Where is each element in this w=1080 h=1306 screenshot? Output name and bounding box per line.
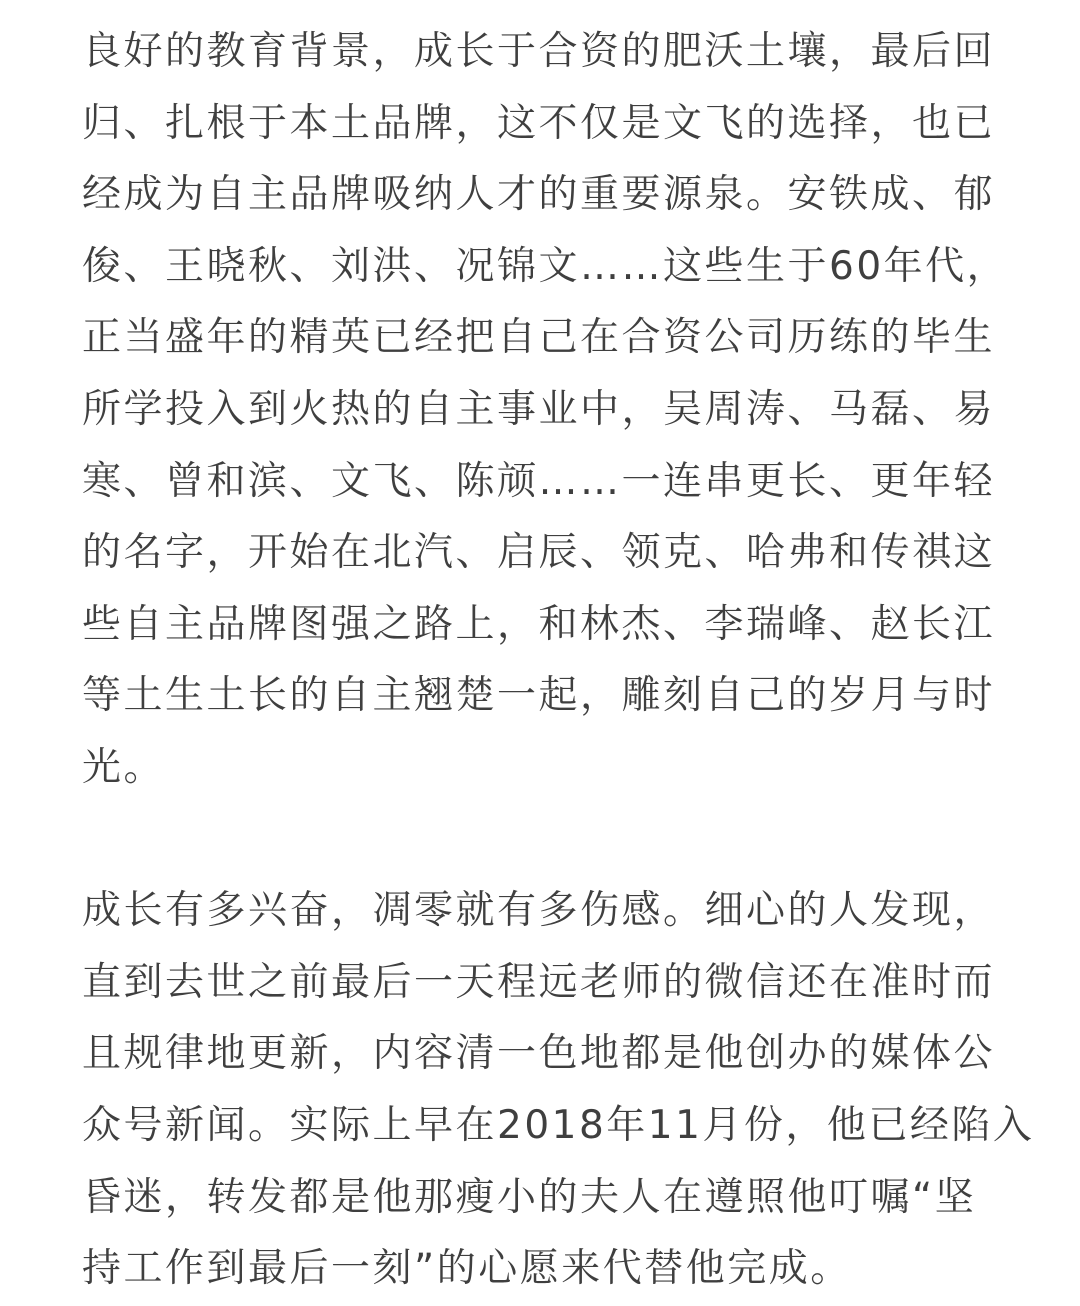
text-line: 寒、曾和滨、文飞、陈颃……一连串更长、更年轻 [82,458,996,504]
text-line: 成长有多兴奋，凋零就有多伤感。细心的人发现， [82,888,996,934]
text-line: 些自主品牌图强之路上，和林杰、李瑞峰、赵长江 [82,601,996,647]
paragraph-1 [82,16,1009,804]
text-line: 光。 [82,744,166,790]
article-body [82,16,1035,1305]
text-line: 持工作到最后一刻”的心愿来代替他完成。 [82,1246,852,1292]
text-line: 等土生土长的自主翘楚一起，雕刻自己的岁月与时 [82,673,996,719]
text-line: 的名字，开始在北汽、启辰、领克、哈弗和传祺这 [82,530,996,576]
text-line: 归、扎根于本土品牌，这不仅是文飞的选择，也已 [82,100,996,146]
text-line: 且规律地更新，内容清一色地都是他创办的媒体公 [82,1031,996,1077]
text-line: 俊、王晓秋、刘洪、况锦文……这些生于60年代， [82,243,1009,289]
text-line: 良好的教育背景，成长于合资的肥沃土壤，最后回 [82,29,996,74]
text-line: 正当盛年的精英已经把自己在合资公司历练的毕生 [82,315,996,361]
paragraph-spacer [82,804,1002,876]
text-line: 直到去世之前最后一天程远老师的微信还在准时而 [82,959,996,1005]
paragraph-2 [82,875,1035,1305]
text-line: 昏迷，转发都是他那瘦小的夫人在遵照他叮嘱“坚 [82,1174,977,1220]
text-line: 经成为自主品牌吸纳人才的重要源泉。安铁成、郁 [82,172,996,218]
text-line: 所学投入到火热的自主事业中，吴周涛、马磊、易 [82,386,996,432]
text-line: 众号新闻。实际上早在2018年11月份，他已经陷入 [82,1102,1035,1148]
